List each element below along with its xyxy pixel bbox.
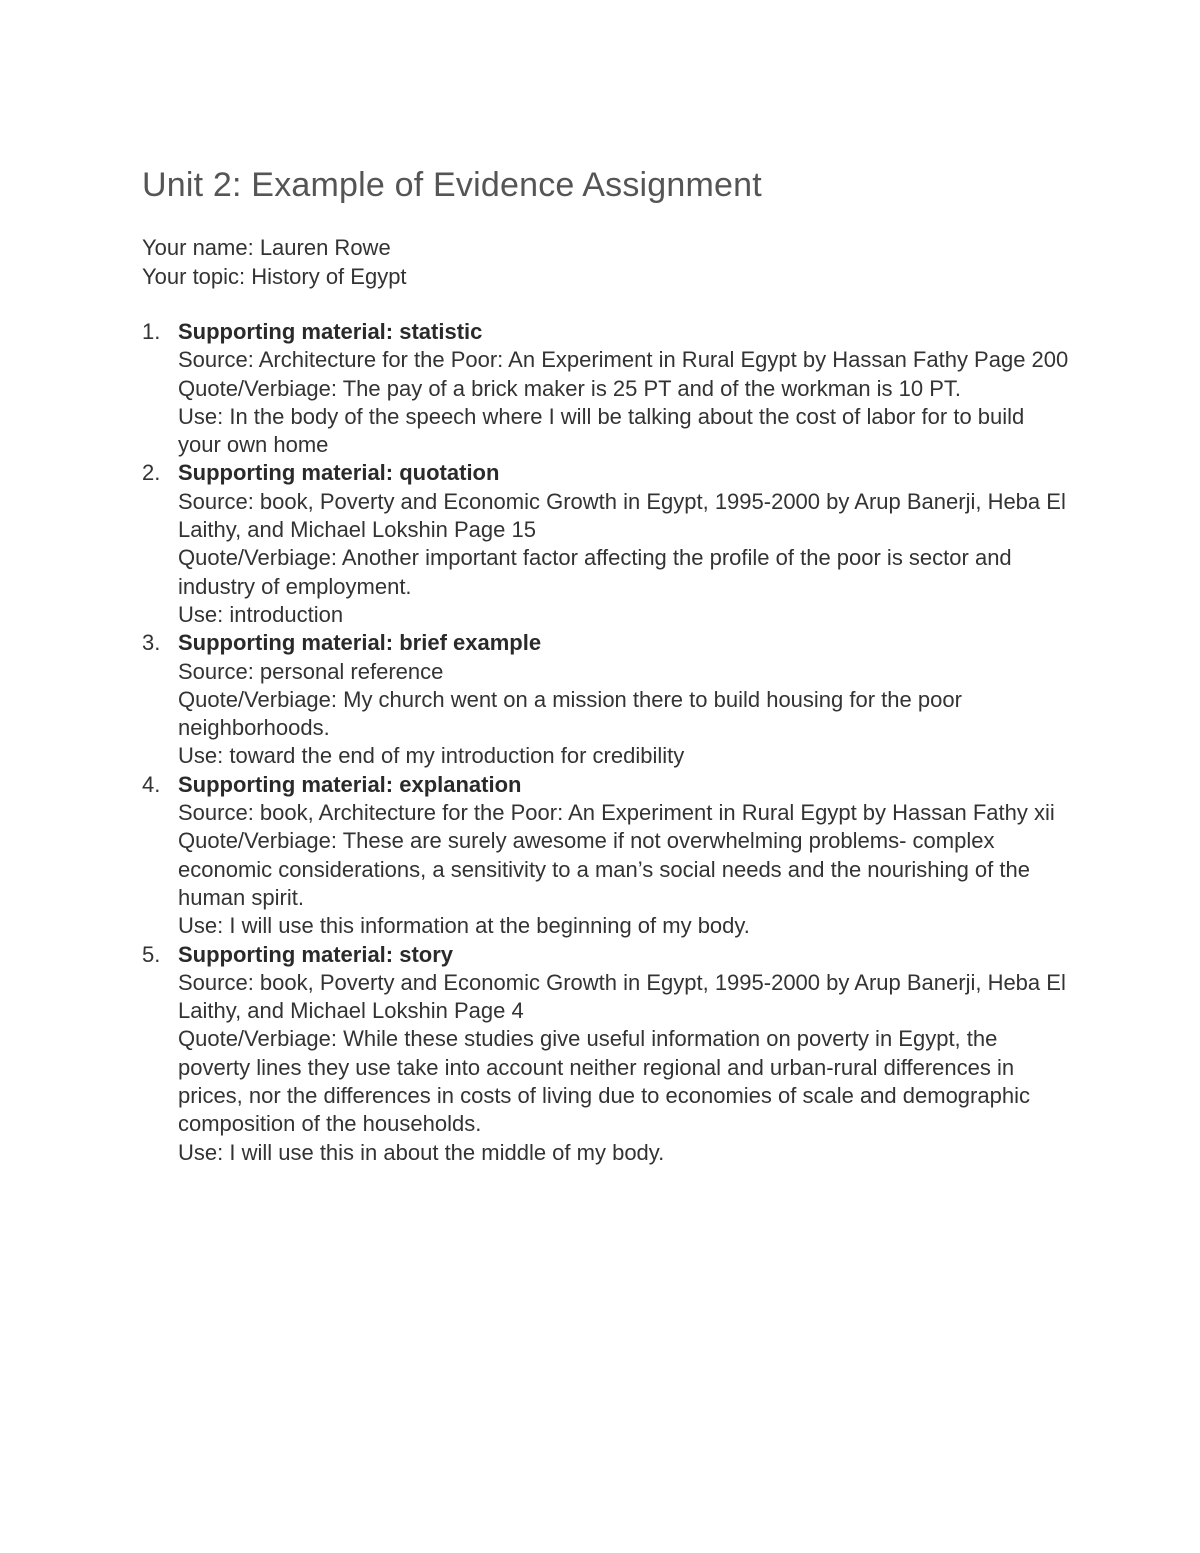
- topic-line: Your topic: History of Egypt: [142, 263, 407, 289]
- item-heading: Supporting material: statistic: [178, 319, 483, 344]
- item-number: 2.: [142, 460, 161, 486]
- name-line: Your name: Lauren Rowe: [142, 235, 391, 260]
- item-quote: Quote/Verbiage: Another important factor affecting the profile of the poor is sector and industry of employment.: [178, 545, 1012, 599]
- item-number: 3.: [142, 630, 161, 656]
- evidence-item: [142, 318, 1072, 459]
- item-source: Source: personal reference: [178, 658, 444, 684]
- evidence-list: [142, 318, 1072, 1167]
- document-title: Unit 2: Example of Evidence Assignment: [142, 166, 762, 204]
- item-source: Source: book, Poverty and Economic Growth in Egypt, 1995-2000 by Arup Banerji, Heba El Laithy, and Michael Lokshin Page 15: [178, 488, 1066, 543]
- item-use: Use: In the body of the speech where I will be talking about the cost of labor for to build your own home: [178, 403, 1025, 458]
- evidence-item: [142, 941, 1072, 1167]
- item-number: 4.: [142, 771, 161, 797]
- item-heading: Supporting material: explanation: [178, 771, 522, 797]
- item-number: 5.: [142, 941, 161, 967]
- evidence-item: [142, 459, 1072, 629]
- student-info: [142, 234, 1072, 291]
- item-quote: Quote/Verbiage: The pay of a brick maker is 25 PT and of the workman is 10 PT.: [178, 375, 962, 401]
- item-source: Source: book, Architecture for the Poor: An Experiment in Rural Egypt by Hassan Fathy xii: [178, 800, 1055, 826]
- evidence-item: [142, 771, 1072, 941]
- item-source: Source: book, Poverty and Economic Growth in Egypt, 1995-2000 by Arup Banerji, Heba El Laithy, and Michael Lokshin Page 4: [178, 969, 1066, 1024]
- item-heading: Supporting material: quotation: [178, 460, 500, 486]
- item-quote: Quote/Verbiage: These are surely awesome if not overwhelming problems- complex economic considerations, a sensitivity to a man’s social needs and the nourishing of the human spirit.: [178, 828, 1030, 910]
- document-page: [142, 164, 1072, 1167]
- evidence-item: [142, 629, 1072, 770]
- item-use: Use: introduction: [178, 601, 344, 627]
- item-heading: Supporting material: story: [178, 941, 454, 967]
- item-quote: Quote/Verbiage: My church went on a mission there to build housing for the poor neighborhoods.: [178, 686, 962, 741]
- item-source: Source: Architecture for the Poor: An Experiment in Rural Egypt by Hassan Fathy Page 200: [178, 347, 1069, 373]
- item-quote: Quote/Verbiage: While these studies give useful information on poverty in Egypt, the poverty lines they use take into account neither regional and urban-rural differences in prices, nor the differences in costs of living due to economies of scale and demographic composition of the households.: [178, 1026, 1030, 1137]
- item-use: Use: I will use this information at the beginning of my body.: [178, 913, 750, 939]
- item-number: 1.: [142, 319, 161, 344]
- item-heading: Supporting material: brief example: [178, 630, 542, 656]
- item-use: Use: toward the end of my introduction for credibility: [178, 743, 685, 769]
- item-use: Use: I will use this in about the middle of my body.: [178, 1139, 665, 1165]
